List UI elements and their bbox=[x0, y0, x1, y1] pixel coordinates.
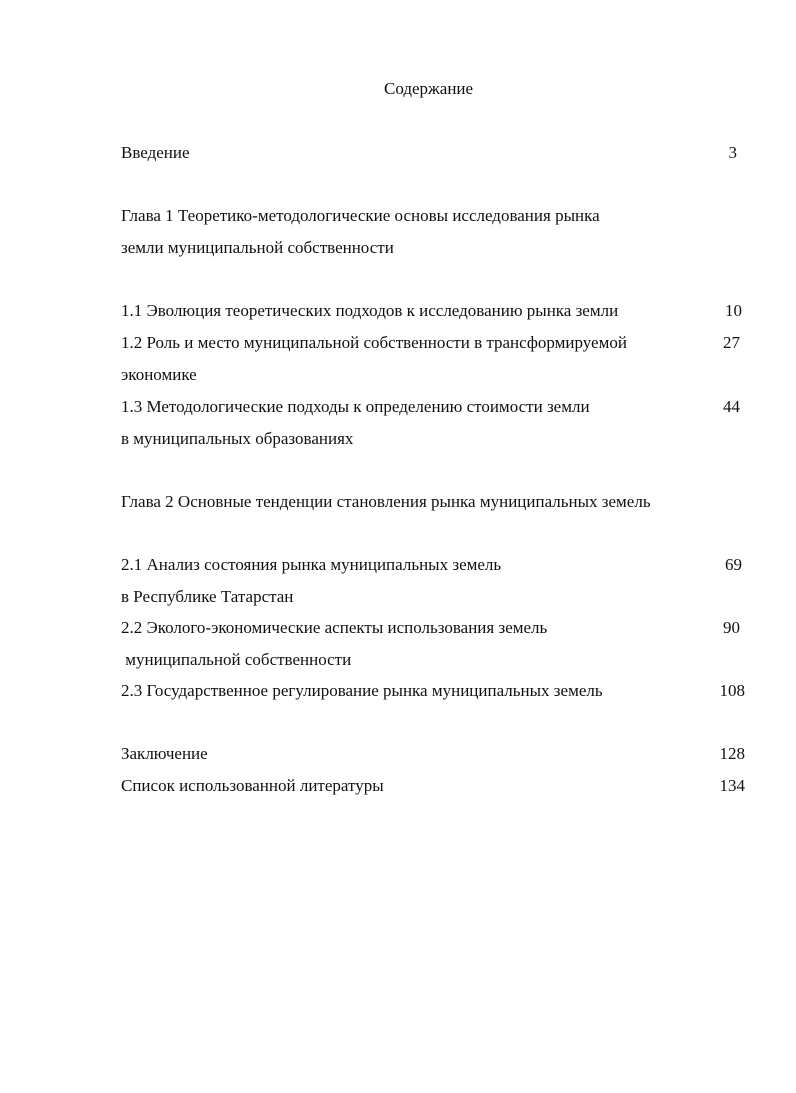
toc-chapter-2: Глава 2 Основные тенденции становления рынка муниципальных земель bbox=[121, 492, 651, 511]
toc-section-2-1-line-1: 2.1 Анализ состояния рынка муниципальных земель bbox=[121, 555, 502, 574]
toc-title: Содержание bbox=[384, 79, 474, 98]
toc-section-2-2-line-1: 2.2 Эколого-экономические аспекты использования земель bbox=[121, 618, 548, 637]
toc-chapter-1-line-1: Глава 1 Теоретико-методологические основы исследования рынка bbox=[121, 206, 600, 225]
toc-page-1-2: 27 bbox=[723, 333, 740, 352]
toc-conclusion: Заключение bbox=[121, 744, 208, 763]
toc-references: Список использованной литературы bbox=[121, 776, 384, 795]
toc-section-2-1-line-2: в Республике Татарстан bbox=[121, 587, 294, 606]
toc-page-1-3: 44 bbox=[723, 397, 740, 416]
toc-chapter-1-line-2: земли муниципальной собственности bbox=[121, 238, 394, 257]
toc-page-conclusion: 128 bbox=[719, 744, 745, 763]
toc-page-1-1: 10 bbox=[725, 301, 742, 320]
toc-entry-intro: Введение bbox=[121, 143, 190, 162]
toc-page-2-1: 69 bbox=[725, 555, 742, 574]
toc-section-1-1: 1.1 Эволюция теоретических подходов к исследованию рынка земли bbox=[121, 301, 619, 320]
toc-section-1-3-line-1: 1.3 Методологические подходы к определению стоимости земли bbox=[121, 397, 590, 416]
toc-section-1-2-line-1: 1.2 Роль и место муниципальной собственности в трансформируемой bbox=[121, 333, 627, 352]
toc-section-1-3-line-2: в муниципальных образованиях bbox=[121, 429, 354, 448]
toc-section-1-2-line-2: экономике bbox=[121, 365, 197, 384]
toc-page-references: 134 bbox=[719, 776, 745, 795]
toc-page-2-2: 90 bbox=[723, 618, 740, 637]
toc-page-intro: 3 bbox=[728, 143, 737, 162]
toc-page-2-3: 108 bbox=[719, 681, 745, 700]
toc-section-2-3: 2.3 Государственное регулирование рынка муниципальных земель bbox=[121, 681, 603, 700]
toc-section-2-2-line-2: муниципальной собственности bbox=[121, 650, 352, 669]
